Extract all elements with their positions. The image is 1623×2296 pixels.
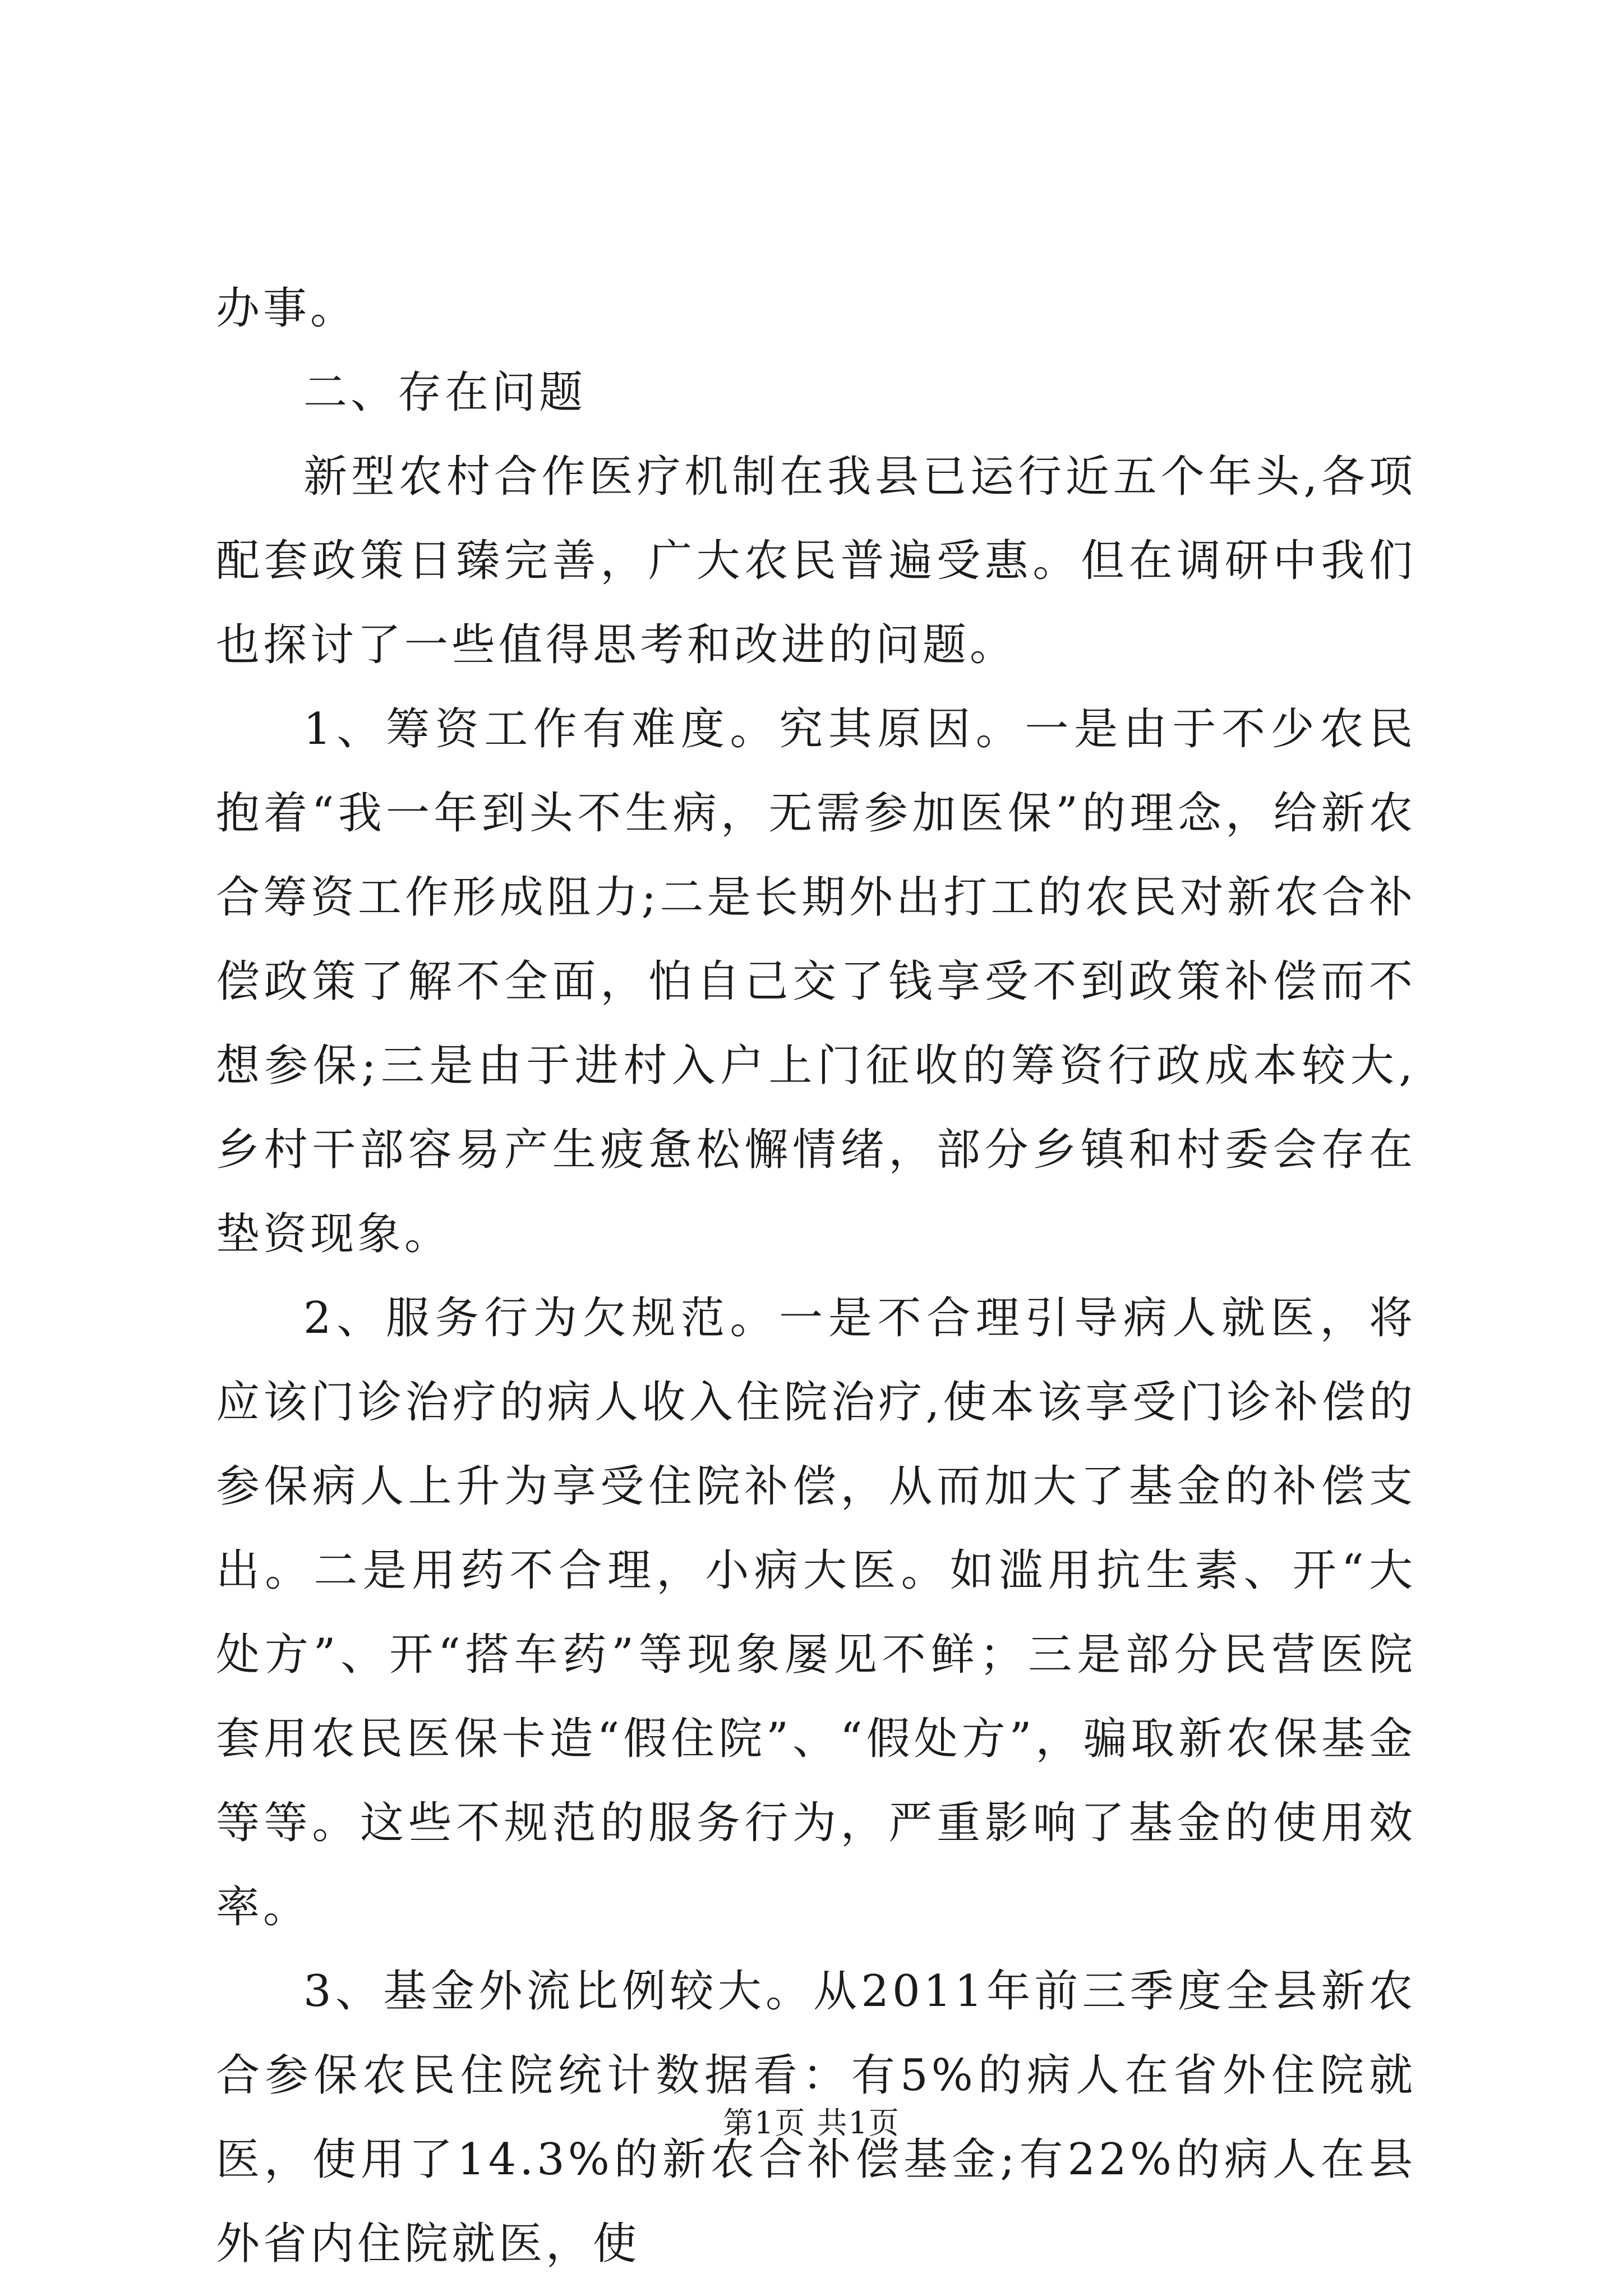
section-heading: 二、存在问题 bbox=[303, 367, 587, 418]
paragraph-continuation: 办事。 bbox=[216, 283, 358, 334]
paragraph-item-2: 2、服务行为欠规范。一是不合理引导病人就医，将应该门诊治疗的病人收入住院治疗,使本该享受门诊补偿的参保病人上升为享受住院补偿，从而加大了基金的补偿支出。二是用药不合理，小病大医。如滥用抗生素、开“大处方”、开“搭车药”等现象屡见不鲜；三是部分民营医院套用农民医保卡造“假住院”、“假处方”，骗取新农保基金等等。这些不规范的服务行为，严重影响了基金的使用效率。 bbox=[216, 1293, 1416, 1932]
paragraph-item-1: 1、筹资工作有难度。究其原因。一是由于不少农民抱着“我一年到头不生病，无需参加医保”的理念，给新农合筹资工作形成阻力;二是长期外出打工的农民对新农合补偿政策了解不全面，怕自己交了钱享受不到政策补偿而不想参保;三是由于进村入户上门征收的筹资行政成本较大,乡村干部容易产生疲惫松懈情绪，部分乡镇和村委会存在垫资现象。 bbox=[216, 704, 1416, 1259]
paragraph-item-3: 3、基金外流比例较大。从2011年前三季度全县新农合参保农民住院统计数据看：有5%的病人在省外住院就医，使用了14.3%的新农合补偿基金;有22%的病人在县外省内住院就医，使 bbox=[216, 1966, 1416, 2269]
page-footer: 第1页 共1页 bbox=[723, 2105, 900, 2141]
document-body bbox=[216, 266, 1416, 2286]
paragraph-intro: 新型农村合作医疗机制在我县已运行近五个年头,各项配套政策日臻完善，广大农民普遍受惠。但在调研中我们也探讨了一些值得思考和改进的问题。 bbox=[216, 452, 1416, 670]
